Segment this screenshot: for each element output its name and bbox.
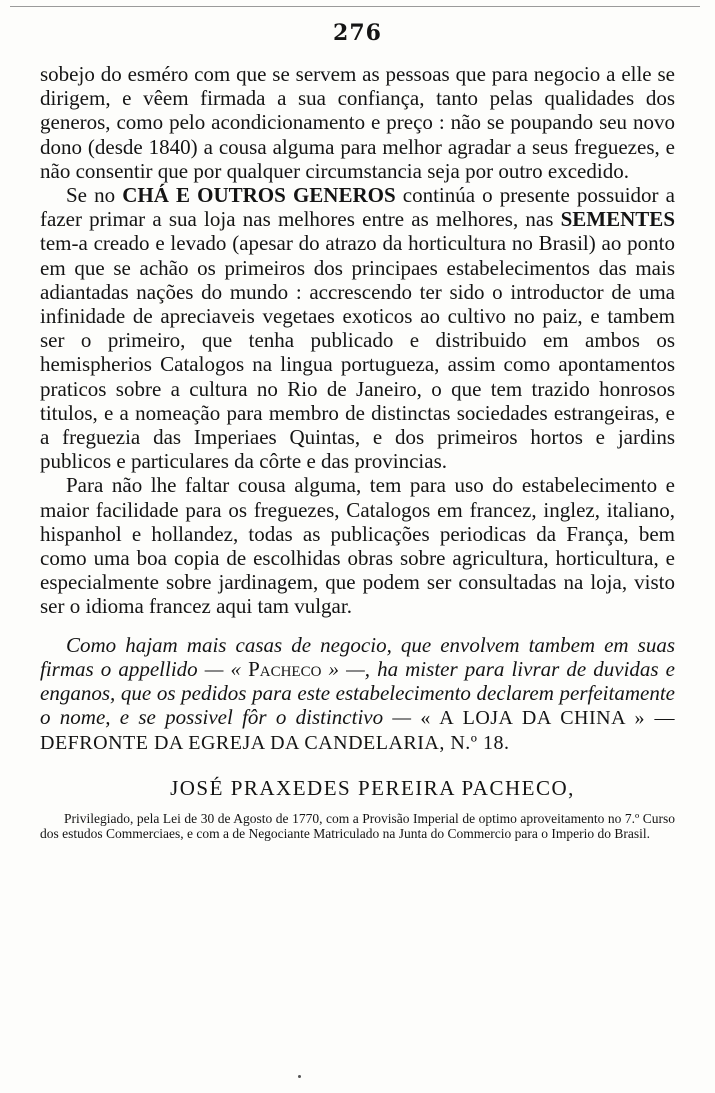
paragraph-2-text-c: continúa o presente possuidor a fazer primar a sua loja nas melhores entre as melhores, nas [40, 183, 675, 232]
stray-mark [298, 1075, 301, 1078]
notice-name-pacheco: Pacheco [248, 656, 322, 681]
notice-text-a: Como hajam mais casas de negocio, que envolvem tambem em suas firmas o appellido — « [40, 632, 675, 681]
paragraph-2-text-a: Se no [66, 183, 123, 208]
page-body [40, 62, 675, 842]
signature: JOSÉ PRAXEDES PEREIRA PACHECO, [170, 775, 575, 800]
page-number: 276 [333, 20, 382, 46]
notice-text-b: » —, ha mister para livrar de duvidas e enganos, que os pedidos para este estabelecimento declarem perfeitamente o nome, e se possivel fôr o distinctivo — [40, 656, 675, 730]
paragraph-2-text-e: tem-a creado e levado (apesar do atrazo da horticultura no Brasil) ao ponto em que se achão os primeiros dos principaes estabelecimentos das mais adiantadas nações do mundo : accrescendo ter sido o introductor de uma infinidade de apreciaveis vegetaes exoticos ao cultivo no paiz, e tambem ser o primeiro, que tenha publicado e distribuido em ambos os hemispherios Catalogos na lingua portugueza, assim como apontamentos praticos sobre a cultura no Rio de Janeiro, o que tem trazido honrosos titulos, e a nomeação para membro de distinctas sociedades estrangeiras, e a freguezia das Imperiaes Quintas, e dos primeiros hortos e jardins publicos e particulares da côrte e das provincias. [40, 231, 675, 474]
paragraph-2-bold-sementes: SEMENTES [560, 207, 675, 232]
paragraph-2 [40, 183, 675, 473]
notice-address: « A LOJA DA CHINA » — DEFRONTE DA EGREJA DA CANDELARIA, N.º 18. [40, 707, 675, 755]
credentials: Privilegiado, pela Lei de 30 de Agosto de 1770, com a Provisão Imperial de optimo aproveitamento no 7.º Curso dos estudos Commerciaes, e com a de Negociante Matriculado na Junta do Commercio para o Imperio do Brasil. [40, 810, 675, 842]
paragraph-2-bold-cha: CHÁ E OUTROS GENEROS [122, 183, 396, 208]
paragraph-3: Para não lhe faltar cousa alguma, tem para uso do estabelecimento e maior facilidade para os freguezes, Catalogos em francez, inglez, italiano, hispanhol e hollandez, todas as publicações periodicas da França, bem como uma boa copia de escolhidas obras sobre agricultura, horticultura, e especialmente sobre jardinagem, que podem ser consultadas na loja, visto ser o idioma francez aqui tam vulgar. [40, 473, 675, 619]
top-rule [10, 6, 700, 7]
notice-paragraph [40, 633, 675, 756]
paragraph-1: sobejo do esméro com que se servem as pessoas que para negocio a elle se dirigem, e vêem firmada a sua confiança, tanto pelas qualidades dos generos, como pelo acondicionamento e preço : não se poupando seu novo dono (desde 1840) a cousa alguma para melhor agradar a seus freguezes, e não consentir que por qualquer circumstancia seja por outro excedido. [40, 62, 675, 183]
